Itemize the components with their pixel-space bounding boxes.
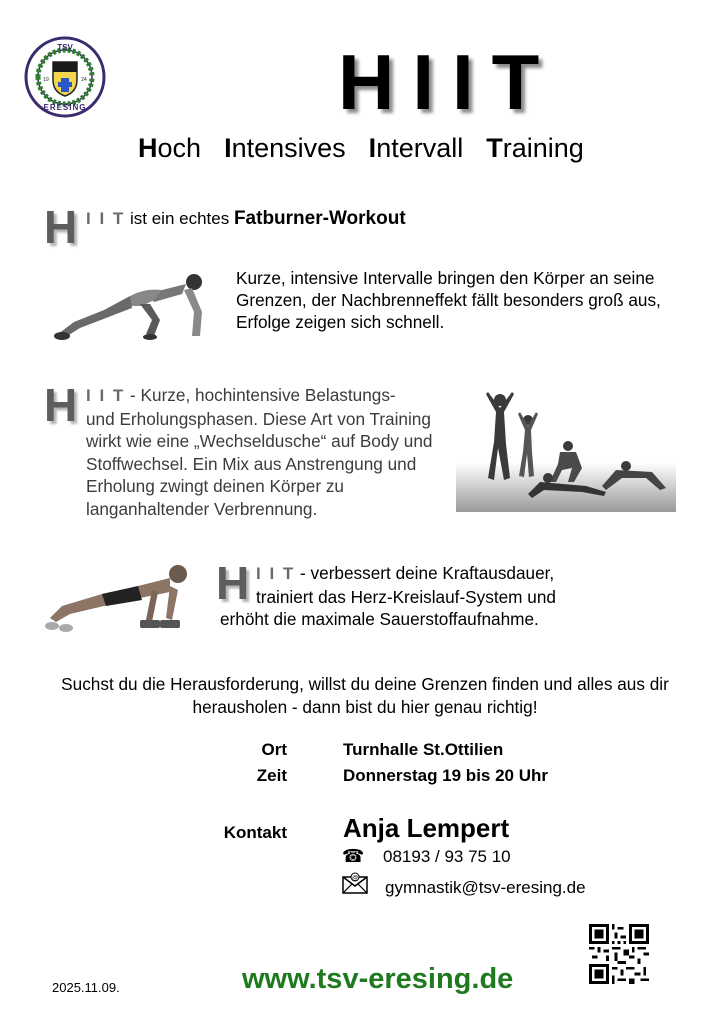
phone-number[interactable]: 08193 / 93 75 10 [383, 847, 511, 866]
section3-dropcap: H [216, 557, 250, 609]
call-to-action-text: Suchst du die Herausforderung, willst du deine Grenzen finden und alles aus dir herausholen - dann bist du hier genau richtig! [61, 674, 669, 717]
svg-text:19: 19 [43, 77, 49, 83]
contact-label: Kontakt [223, 823, 287, 842]
time-label: Zeit [256, 766, 287, 785]
location-label: Ort [261, 740, 287, 759]
svg-text:ERESING: ERESING [43, 103, 87, 112]
phone-icon: ☎ [342, 846, 365, 866]
print-date: 2025.11.09. [52, 980, 120, 995]
section2-dropcap: H [44, 379, 78, 431]
dumbbell-pushup-photo [42, 556, 204, 644]
email-link[interactable]: gymnastik@tsv-eresing.de [385, 878, 586, 897]
sprinter-start-photo [44, 262, 224, 346]
mail-icon [342, 872, 368, 894]
contact-name: Anja Lempert [343, 813, 510, 843]
svg-text:24: 24 [81, 77, 87, 83]
svg-text:@: @ [351, 875, 359, 882]
section1-text: Kurze, intensive Intervalle bringen den Körper an seine Grenzen, der Nachbrenneffekt fällt besonders groß aus, Erfolge zeigen sich schnell. [236, 268, 661, 332]
group-workout-photo [456, 382, 676, 512]
time-value: Donnerstag 19 bis 20 Uhr [343, 766, 549, 785]
section1-dropcap: H [44, 201, 78, 253]
svg-text:TSV: TSV [57, 43, 73, 52]
qr-code[interactable] [589, 924, 649, 984]
section2-text: I I T - Kurze, hochintensive Belastungs- und Erholungsphasen. Diese Art von Training wirkt wie eine „Wechseldusche“ auf Body und Stoffwechsel. Ein Mix aus Anstrengung und Erholung zwingt deinen Körper zu langanhaltender Verbrennung. [86, 385, 433, 519]
page-subtitle: Hoch Intensives Intervall Training [138, 133, 584, 163]
club-logo [24, 36, 106, 118]
location-value: Turnhalle St.Ottilien [343, 740, 504, 759]
page-title: HIIT [338, 38, 558, 126]
section1-heading: I I T ist ein echtes Fatburner-Workout [86, 208, 406, 229]
website-link[interactable]: www.tsv-eresing.de [242, 963, 514, 995]
section3-text: I I T - verbessert deine Kraftausdauer, trainiert das Herz-Kreislauf-System und erhöht die maximale Sauerstoffaufnahme. [220, 563, 556, 629]
